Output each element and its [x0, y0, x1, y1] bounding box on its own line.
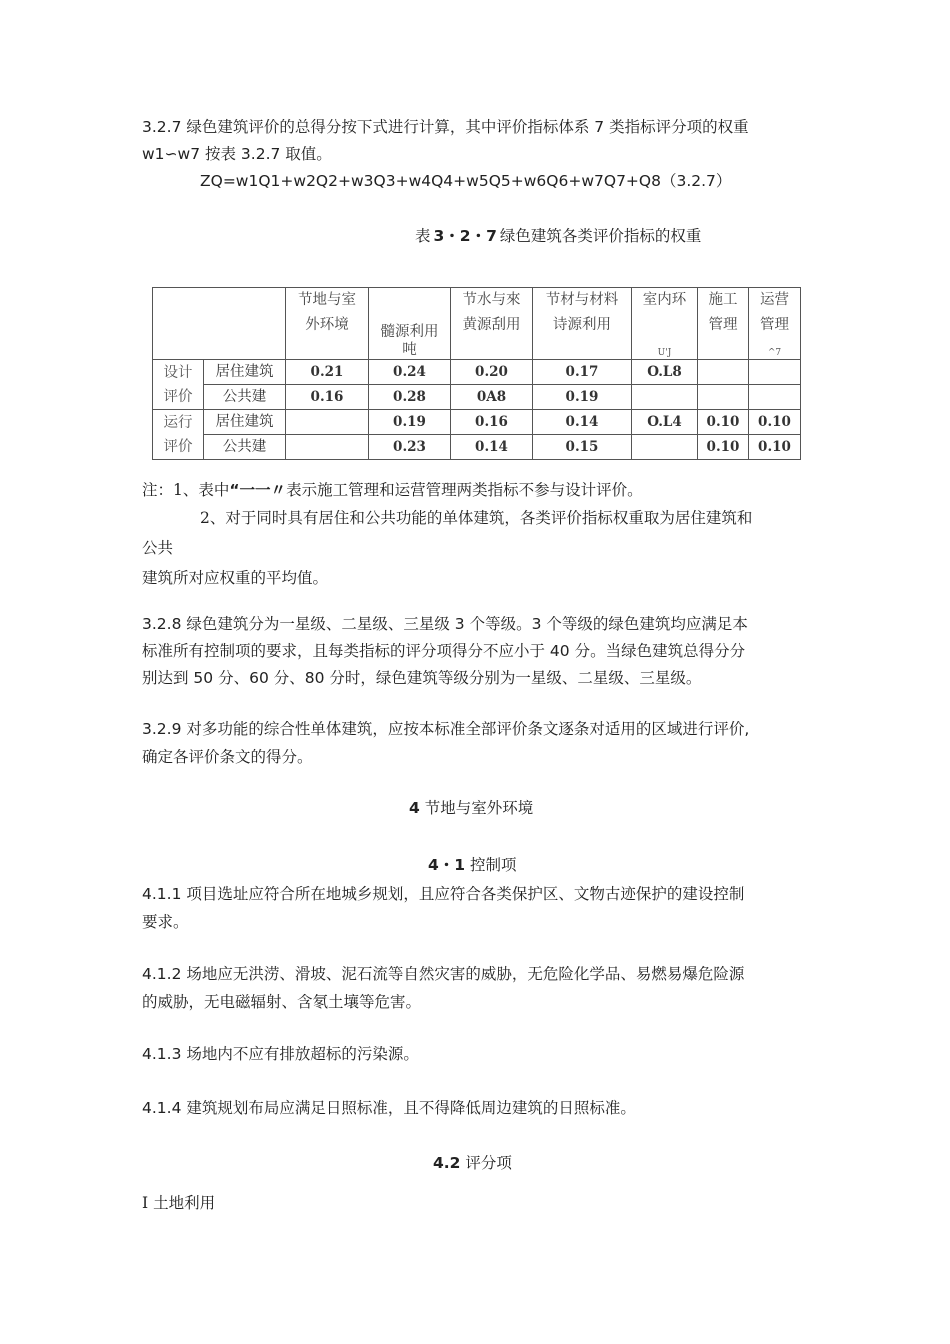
- sec327-line1: 3.2.7 绿色建筑评价的总得分按下式进行计算，其中评价指标体系 7 类指标评分项的权重: [142, 118, 749, 136]
- cell: 0.19: [533, 385, 632, 410]
- cell: 0.14: [451, 435, 533, 460]
- header-indoor-sub: U'J: [657, 348, 672, 358]
- sec328-line1: 3.2.8 绿色建筑分为一星级、二星级、三星级 3 个等级。3 个等级的绿色建筑均应满足本: [142, 615, 748, 633]
- table-header-row: [153, 288, 801, 360]
- header-indoor-label: 室内环: [642, 292, 687, 308]
- weights-table: [152, 287, 801, 460]
- cell: [286, 410, 369, 435]
- header-energy-sub: 吨: [402, 342, 417, 358]
- table-row: [153, 435, 801, 460]
- header-operation-sub: ^7: [767, 348, 782, 358]
- formula: ZQ=w1Q1+w2Q2+w3Q3+w4Q4+w5Q5+w6Q6+w7Q7+Q8（3.2.7）: [200, 172, 732, 190]
- header-indoor: [632, 288, 698, 360]
- cell: 0.10: [698, 410, 749, 435]
- sec329-line2: 确定各评价条文的得分。: [142, 748, 313, 766]
- sec328-line3: 别达到 50 分、60 分、80 分时，绿色建筑等级分别为一星级、二星级、三星级。: [142, 669, 702, 687]
- header-material: 节材与材料诗源利用: [533, 288, 632, 360]
- table-row: [153, 360, 801, 385]
- section-4-1-title: 4・1 控制项: [428, 856, 517, 874]
- cell: 0.24: [369, 360, 451, 385]
- row-type: 公共建: [204, 435, 286, 460]
- cell: [286, 435, 369, 460]
- group-operation: 运行 评价: [153, 410, 204, 460]
- item-4-1-2-line1: 4.1.2 场地应无洪涝、滑坡、泥石流等自然灾害的威胁，无危险化学品、易燃易爆危险源: [142, 965, 745, 983]
- cell: 0.10: [749, 410, 801, 435]
- cell: 0.16: [451, 410, 533, 435]
- caption-number: 3・2・7: [433, 227, 497, 245]
- cell: 0.19: [369, 410, 451, 435]
- sec329-line1: 3.2.9 对多功能的综合性单体建筑，应按本标准全部评价条文逐条对适用的区域进行评价,: [142, 720, 750, 738]
- item-4-1-4: 4.1.4 建筑规划布局应满足日照标准，且不得降低周边建筑的日照标准。: [142, 1099, 636, 1117]
- item-4-1-1-line2: 要求。: [142, 913, 189, 931]
- cell: 0.14: [533, 410, 632, 435]
- cell: 0.10: [698, 435, 749, 460]
- row-type: 居住建筑: [204, 360, 286, 385]
- section-4-2-title: 4.2 评分项: [433, 1154, 512, 1172]
- subsection-title: I 土地利用: [142, 1194, 216, 1212]
- cell: 0.20: [451, 360, 533, 385]
- table-row: [153, 410, 801, 435]
- item-4-1-1-line1: 4.1.1 项目选址应符合所在地城乡规划，且应符合各类保护区、文物古迹保护的建设控制: [142, 885, 745, 903]
- cell: [632, 385, 698, 410]
- header-operation: 运营管理 ^7: [749, 288, 801, 360]
- row-type: 居住建筑: [204, 410, 286, 435]
- note-1: 注：1、表中“一一〃表示施工管理和运营管理两类指标不参与设计评价。: [142, 481, 643, 499]
- note-2-line2: 公共: [142, 539, 174, 557]
- header-energy: [369, 288, 451, 360]
- cell: 0.17: [533, 360, 632, 385]
- item-4-1-3: 4.1.3 场地内不应有排放超标的污染源。: [142, 1045, 419, 1063]
- cell: [632, 435, 698, 460]
- header-land: 节地与室外环境: [286, 288, 369, 360]
- caption-text: 绿色建筑各类评价指标的权重: [499, 227, 702, 245]
- cell: O.L4: [632, 410, 698, 435]
- cell: 0.16: [286, 385, 369, 410]
- cell: [749, 360, 801, 385]
- header-corner: [153, 288, 286, 360]
- cell: 0.21: [286, 360, 369, 385]
- cell: 0.15: [533, 435, 632, 460]
- table-caption: [415, 224, 701, 246]
- item-4-1-2-line2: 的威胁，无电磁辐射、含氡土壤等危害。: [142, 993, 422, 1011]
- note-2-line1: 2、对于同时具有居住和公共功能的单体建筑，各类评价指标权重取为居住建筑和: [200, 509, 753, 527]
- cell: O.L8: [632, 360, 698, 385]
- note-2-line3: 建筑所对应权重的平均值。: [142, 569, 329, 587]
- sec328-line2: 标准所有控制项的要求，且每类指标的评分项得分不应小于 40 分。当绿色建筑总得分分: [142, 642, 746, 660]
- header-energy-label: 髓源利用: [380, 324, 439, 340]
- cell: 0.28: [369, 385, 451, 410]
- cell: [749, 385, 801, 410]
- header-water: 节水与來黄源刮用: [451, 288, 533, 360]
- cell: [698, 385, 749, 410]
- cell: 0.23: [369, 435, 451, 460]
- group-design: 设计 评价: [153, 360, 204, 410]
- chapter-title: 4 节地与室外环境: [409, 799, 534, 817]
- header-construction: 施工管理: [698, 288, 749, 360]
- table-row: [153, 385, 801, 410]
- cell: 0.10: [749, 435, 801, 460]
- caption-prefix: 表: [415, 227, 431, 245]
- cell: [698, 360, 749, 385]
- row-type: 公共建: [204, 385, 286, 410]
- sec327-line2: w1∽w7 按表 3.2.7 取值。: [142, 145, 332, 163]
- cell: 0A8: [451, 385, 533, 410]
